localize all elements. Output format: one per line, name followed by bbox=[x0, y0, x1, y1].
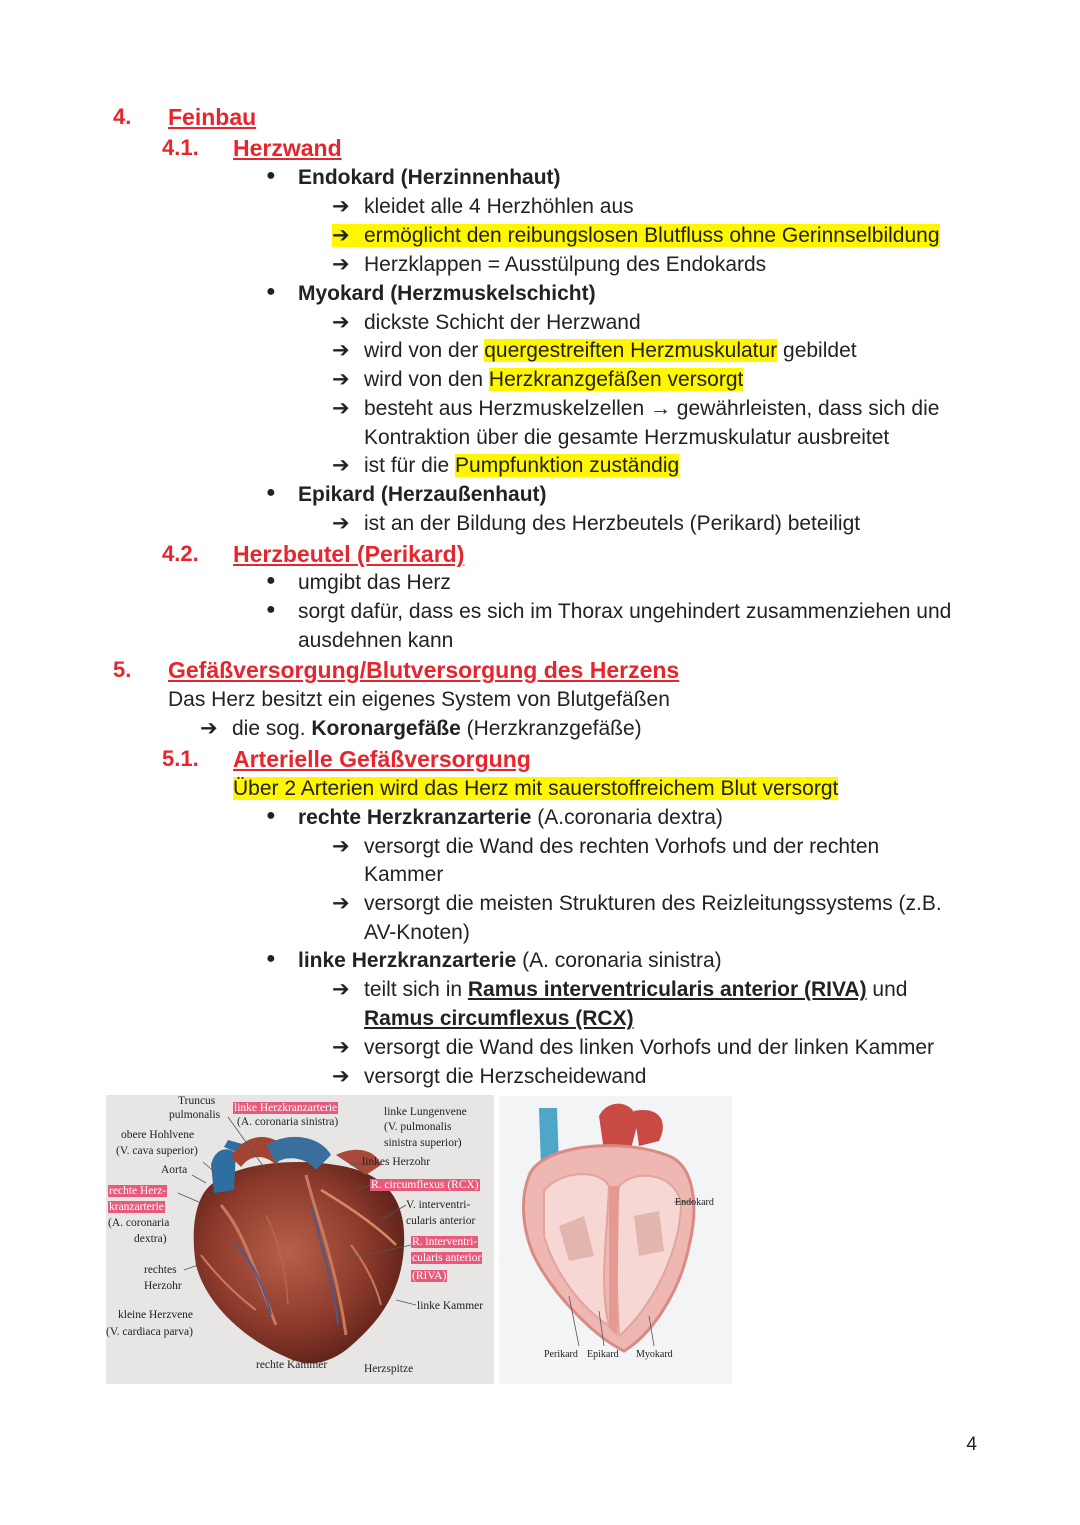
list-item-continued: AV-Knoten) bbox=[364, 921, 470, 944]
section-number: 4. bbox=[113, 104, 132, 129]
bullet-icon: ● bbox=[266, 601, 276, 618]
heart-section-illustration bbox=[499, 1096, 732, 1384]
list-item: linke Herzkranzarterie (A. coronaria sinistra) bbox=[298, 949, 722, 972]
paragraph: Über 2 Arterien wird das Herz mit sauerstoffreichem Blut versorgt bbox=[233, 777, 839, 800]
list-item: ➔ kleidet alle 4 Herzhöhlen aus bbox=[332, 195, 634, 218]
list-item: ➔ ist an der Bildung des Herzbeutels (Perikard) beteiligt bbox=[332, 512, 861, 535]
subsection-title: Herzwand bbox=[233, 135, 342, 161]
arrow-icon: ➔ bbox=[332, 512, 350, 535]
bullet-icon: ● bbox=[266, 283, 276, 300]
section-number: 5. bbox=[113, 657, 132, 682]
label-herzspitze: Herzspitze bbox=[364, 1363, 414, 1375]
endokard-title: Endokard (Herzinnenhaut) bbox=[298, 166, 561, 189]
epikard-title: Epikard (Herzaußenhaut) bbox=[298, 483, 547, 506]
bullet-icon: ● bbox=[266, 484, 276, 501]
arrow-icon: ➔ bbox=[332, 311, 350, 334]
arrow-icon: ➔ bbox=[332, 892, 350, 915]
list-item-continued: Ramus circumflexus (RCX) bbox=[364, 1007, 634, 1030]
bullet-icon: ● bbox=[266, 572, 276, 589]
page-number: 4 bbox=[966, 1434, 977, 1455]
label-rechte-herz: rechte Herz- bbox=[109, 1185, 167, 1197]
list-item: ➔ ermöglicht den reibungslosen Blutfluss ohne Gerinnselbildung bbox=[332, 224, 940, 247]
label-sinistra-superior: sinistra superior) bbox=[384, 1137, 462, 1149]
label-riva: (RIVA) bbox=[412, 1270, 447, 1282]
list-item: ➔ teilt sich in Ramus interventricularis anterior (RIVA) und bbox=[332, 978, 908, 1001]
list-item: umgibt das Herz bbox=[298, 571, 451, 594]
subsection-number: 5.1. bbox=[162, 746, 199, 771]
list-item-continued: ausdehnen kann bbox=[298, 629, 454, 652]
label-v-pulmonalis: (V. pulmonalis bbox=[384, 1121, 452, 1133]
myokard-title: Myokard (Herzmuskelschicht) bbox=[298, 282, 596, 305]
arrow-icon: ➔ bbox=[332, 1065, 350, 1088]
section-title: Gefäßversorgung/Blutversorgung des Herzens bbox=[168, 657, 680, 683]
bullet-icon: ● bbox=[266, 807, 276, 824]
label-epikard: Epikard bbox=[587, 1349, 619, 1360]
label-rechtes: rechtes bbox=[144, 1264, 177, 1276]
paragraph: Das Herz besitzt ein eigenes System von Blutgefäßen bbox=[168, 688, 670, 711]
arrow-icon: ➔ bbox=[332, 339, 350, 362]
list-item: ➔ die sog. Koronargefäße (Herzkranzgefäße) bbox=[200, 717, 642, 740]
label-truncus: Truncus bbox=[178, 1095, 216, 1107]
subsection-title: Herzbeutel (Perikard) bbox=[233, 541, 465, 567]
heart-section-figure bbox=[499, 1096, 732, 1384]
label-pulmonalis: pulmonalis bbox=[169, 1109, 221, 1121]
arrow-icon: ➔ bbox=[332, 1036, 350, 1059]
label-v-interventri: V. interventri- bbox=[406, 1199, 471, 1211]
arrow-icon: ➔ bbox=[200, 717, 218, 740]
list-item: ➔ versorgt die Wand des linken Vorhofs und der linken Kammer bbox=[332, 1036, 935, 1059]
list-item-continued: Kammer bbox=[364, 863, 444, 886]
arrow-icon: ➔ bbox=[332, 835, 350, 858]
subsection-number: 4.2. bbox=[162, 541, 199, 566]
list-item: ➔ versorgt die Herzscheidewand bbox=[332, 1065, 647, 1088]
list-item: ➔ ist für die Pumpfunktion zuständig bbox=[332, 454, 680, 477]
arrow-icon: ➔ bbox=[332, 253, 350, 276]
label-endokard: Endokard bbox=[675, 1197, 714, 1208]
list-item: ➔ dickste Schicht der Herzwand bbox=[332, 311, 641, 334]
list-item: ➔ versorgt die Wand des rechten Vorhofs und der rechten bbox=[332, 835, 880, 858]
bullet-icon: ● bbox=[266, 167, 276, 184]
list-item: ➔ besteht aus Herzmuskelzellen → gewährleisten, dass sich die bbox=[332, 397, 940, 420]
arrow-icon: ➔ bbox=[332, 397, 350, 420]
label-cularis-anterior: cularis anterior bbox=[406, 1215, 476, 1227]
label-perikard: Perikard bbox=[544, 1349, 578, 1360]
bullet-icon: ● bbox=[266, 950, 276, 967]
label-linke-kammer: linke Kammer bbox=[417, 1300, 484, 1312]
label-linke-lungenvene: linke Lungenvene bbox=[384, 1106, 467, 1118]
label-r-interventri: R. interventri- bbox=[412, 1236, 478, 1248]
label-myokard: Myokard bbox=[636, 1349, 673, 1360]
arrow-icon: ➔ bbox=[332, 195, 350, 218]
list-item: ➔ Herzklappen = Ausstülpung des Endokards bbox=[332, 253, 767, 276]
arrow-icon: ➔ bbox=[332, 368, 350, 391]
label-linkes-herzohr: linkes Herzohr bbox=[362, 1156, 431, 1168]
label-aorta: Aorta bbox=[161, 1164, 188, 1176]
label-rcx: R. circumflexus (RCX) bbox=[371, 1179, 479, 1191]
arrow-icon: ➔ bbox=[332, 454, 350, 477]
label-obere-hohlvene: obere Hohlvene bbox=[121, 1129, 195, 1141]
label-a-coronaria-sinistra: (A. coronaria sinistra) bbox=[237, 1116, 339, 1128]
heart-exterior-figure bbox=[106, 1095, 494, 1384]
label-kranzarterie: kranzarterie bbox=[109, 1201, 164, 1213]
list-item: ➔ wird von der quergestreiften Herzmuskulatur gebildet bbox=[332, 339, 857, 362]
label-dextra: dextra) bbox=[134, 1233, 167, 1245]
label-cularis-anterior-2: cularis anterior bbox=[412, 1252, 482, 1264]
label-a-coronaria: (A. coronaria bbox=[108, 1217, 170, 1229]
list-item-continued: Kontraktion über die gesamte Herzmuskulatur ausbreitet bbox=[364, 426, 890, 449]
subsection-title: Arterielle Gefäßversorgung bbox=[233, 746, 531, 772]
label-linke-herzkranzarterie: linke Herzkranzarterie bbox=[234, 1102, 338, 1114]
section-title: Feinbau bbox=[168, 104, 257, 130]
label-rechte-kammer: rechte Kammer bbox=[256, 1359, 328, 1371]
label-kleine-herzvene: kleine Herzvene bbox=[118, 1309, 194, 1321]
arrow-icon: ➔ bbox=[332, 224, 350, 247]
arrow-icon: ➔ bbox=[332, 978, 350, 1001]
label-v-cardiaca-parva: (V. cardiaca parva) bbox=[106, 1326, 193, 1338]
list-item: rechte Herzkranzarterie (A.coronaria dextra) bbox=[298, 806, 723, 829]
list-item: sorgt dafür, dass es sich im Thorax ungehindert zusammenziehen und bbox=[298, 600, 952, 623]
list-item: ➔ wird von den Herzkranzgefäßen versorgt bbox=[332, 368, 744, 391]
list-item: ➔ versorgt die meisten Strukturen des Reizleitungssystems (z.B. bbox=[332, 892, 942, 915]
label-v-cava-superior: (V. cava superior) bbox=[116, 1145, 198, 1157]
subsection-number: 4.1. bbox=[162, 135, 199, 160]
label-herzohr: Herzohr bbox=[144, 1280, 182, 1292]
